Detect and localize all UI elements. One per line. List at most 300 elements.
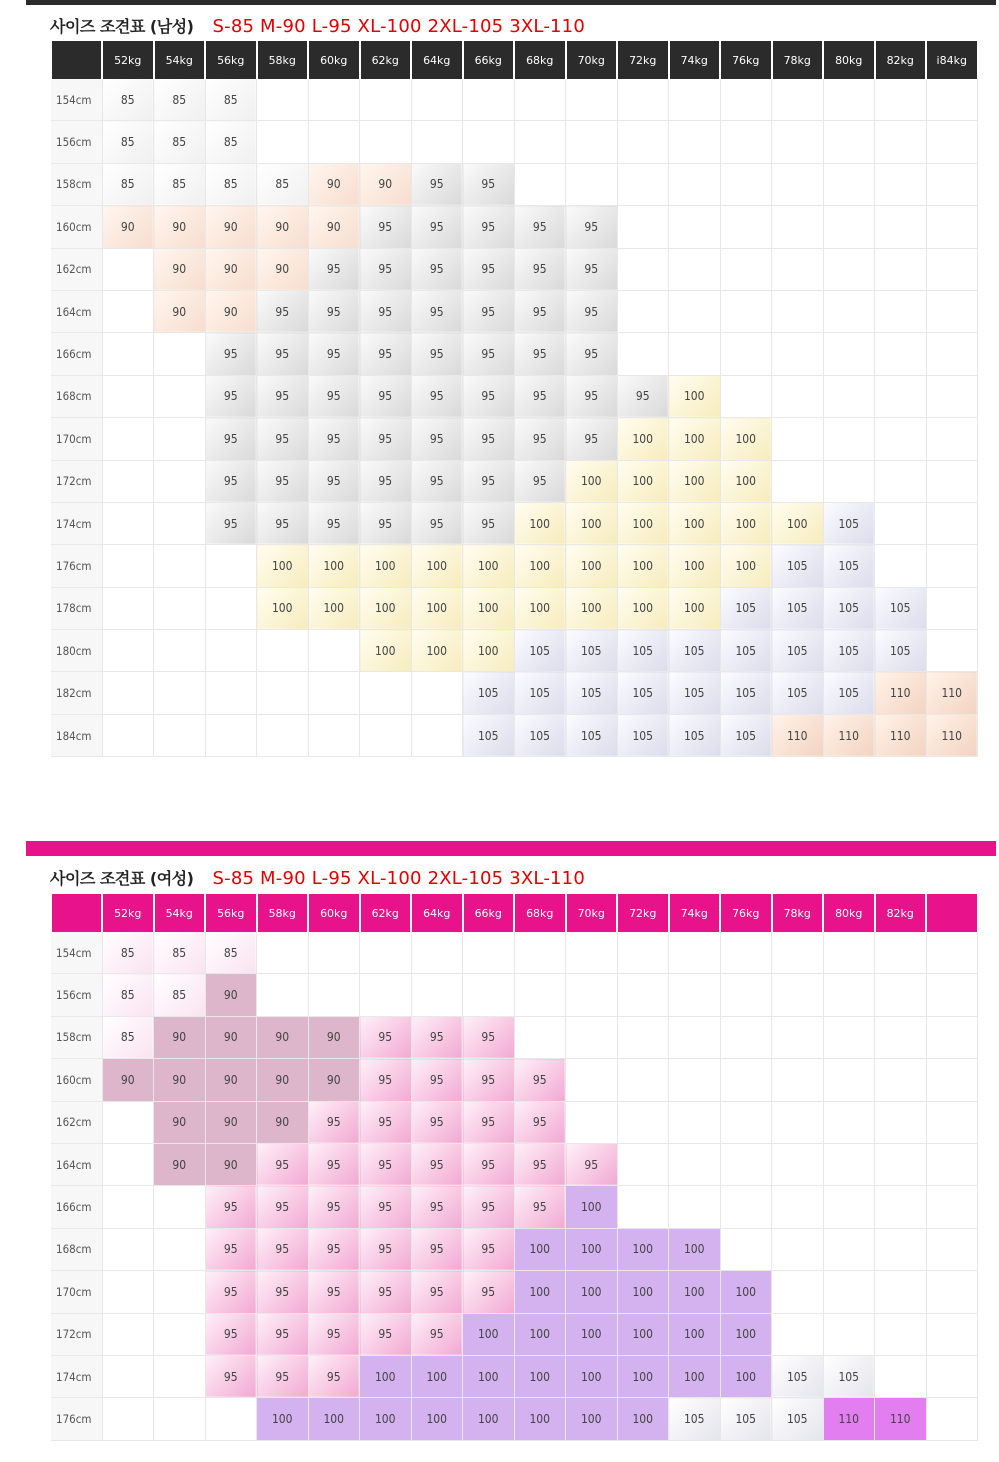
men-size-cell	[669, 248, 721, 290]
men-size-cell: 90	[308, 206, 360, 248]
women-height-label: 160cm	[51, 1059, 102, 1101]
men-table-row	[51, 375, 978, 417]
men-size-cell: 95	[308, 502, 360, 544]
men-size-cell	[669, 206, 721, 248]
women-weight-header: 72kg	[617, 894, 669, 932]
men-size-cell	[823, 79, 875, 121]
men-weight-header: 60kg	[308, 41, 360, 79]
men-weight-header: 66kg	[463, 41, 515, 79]
men-size-cell	[823, 163, 875, 205]
men-size-cell	[102, 545, 154, 587]
men-size-cell	[514, 79, 566, 121]
men-size-cell	[772, 248, 824, 290]
women-table-row	[51, 1143, 978, 1185]
men-size-cell: 85	[257, 163, 309, 205]
women-size-cell	[875, 1101, 927, 1143]
women-size-cell: 95	[463, 1271, 515, 1313]
women-size-cell	[926, 1271, 978, 1313]
women-size-cell	[875, 1228, 927, 1270]
men-size-cell: 100	[360, 630, 412, 672]
men-size-cell: 105	[463, 714, 515, 756]
men-size-cell: 95	[463, 163, 515, 205]
men-size-cell: 100	[669, 587, 721, 629]
women-size-cell	[669, 1016, 721, 1058]
women-weight-header: 58kg	[257, 894, 309, 932]
women-size-cell	[926, 1355, 978, 1397]
women-size-cell	[514, 1016, 566, 1058]
women-size-cell	[463, 932, 515, 974]
men-size-cell: 105	[772, 630, 824, 672]
men-height-label: 164cm	[51, 290, 102, 332]
men-size-cell	[823, 460, 875, 502]
men-size-cell: 95	[411, 206, 463, 248]
men-size-cell	[926, 587, 978, 629]
women-size-cell: 95	[308, 1186, 360, 1228]
women-size-cell: 95	[308, 1313, 360, 1355]
men-size-cell	[617, 248, 669, 290]
men-size-cell: 110	[823, 714, 875, 756]
women-table-row	[51, 932, 978, 974]
women-height-label: 154cm	[51, 932, 102, 974]
women-size-cell: 100	[617, 1355, 669, 1397]
men-size-cell: 105	[823, 545, 875, 587]
men-size-cell	[566, 163, 618, 205]
men-size-cell	[102, 290, 154, 332]
men-size-cell: 105	[617, 714, 669, 756]
men-size-cell: 105	[772, 545, 824, 587]
women-size-cell: 95	[308, 1101, 360, 1143]
men-size-cell	[875, 206, 927, 248]
men-size-cell	[875, 248, 927, 290]
men-size-cell: 90	[154, 248, 206, 290]
men-size-cell: 95	[514, 290, 566, 332]
women-height-label: 174cm	[51, 1355, 102, 1397]
men-size-cell	[257, 672, 309, 714]
women-size-cell	[205, 1398, 257, 1440]
women-size-cell: 95	[411, 1228, 463, 1270]
women-weight-header: 56kg	[205, 894, 257, 932]
men-size-cell: 90	[205, 248, 257, 290]
women-size-cell	[720, 974, 772, 1016]
men-weight-header: 70kg	[566, 41, 618, 79]
men-size-cell: 105	[514, 672, 566, 714]
men-size-cell: 100	[566, 545, 618, 587]
men-height-label: 178cm	[51, 587, 102, 629]
men-size-cell	[926, 630, 978, 672]
men-size-cell	[154, 545, 206, 587]
men-size-cell: 90	[205, 206, 257, 248]
men-size-cell	[823, 375, 875, 417]
women-size-cell: 95	[360, 1059, 412, 1101]
men-size-cell: 85	[154, 79, 206, 121]
women-size-cell: 100	[463, 1313, 515, 1355]
men-size-cell	[566, 79, 618, 121]
women-size-cell	[926, 1313, 978, 1355]
men-weight-header: 52kg	[102, 41, 154, 79]
men-size-cell	[823, 290, 875, 332]
women-weight-header: 62kg	[360, 894, 412, 932]
men-size-cell: 105	[514, 630, 566, 672]
men-size-cell: 95	[566, 206, 618, 248]
women-size-cell: 100	[669, 1313, 721, 1355]
women-size-cell	[411, 974, 463, 1016]
men-size-cell: 95	[566, 290, 618, 332]
men-size-cell: 85	[205, 121, 257, 163]
men-size-cell: 95	[308, 333, 360, 375]
men-size-cell: 100	[411, 545, 463, 587]
women-size-cell: 95	[257, 1271, 309, 1313]
men-size-cell	[360, 714, 412, 756]
women-size-cell: 100	[514, 1313, 566, 1355]
men-size-cell	[669, 290, 721, 332]
women-size-cell	[617, 1101, 669, 1143]
men-size-cell	[102, 630, 154, 672]
men-size-cell: 95	[463, 460, 515, 502]
women-weight-header: 76kg	[720, 894, 772, 932]
men-size-cell	[463, 121, 515, 163]
women-size-cell: 95	[514, 1101, 566, 1143]
women-chart-title: 사이즈 조견표 (여성)	[50, 869, 194, 888]
men-size-cell: 95	[411, 460, 463, 502]
men-size-cell: 100	[617, 587, 669, 629]
men-size-cell	[617, 333, 669, 375]
men-size-cell: 95	[411, 163, 463, 205]
men-size-cell	[102, 418, 154, 460]
men-size-cell: 95	[411, 418, 463, 460]
men-size-cell: 95	[514, 333, 566, 375]
women-size-cell	[617, 1143, 669, 1185]
men-weight-header: 80kg	[823, 41, 875, 79]
men-size-cell: 95	[514, 248, 566, 290]
men-size-cell: 90	[154, 290, 206, 332]
women-size-cell: 85	[154, 974, 206, 1016]
women-size-cell	[102, 1228, 154, 1270]
men-size-cell	[669, 79, 721, 121]
men-size-cell: 95	[566, 375, 618, 417]
men-weight-header: 68kg	[514, 41, 566, 79]
women-top-bar	[26, 841, 996, 856]
women-size-cell: 100	[669, 1355, 721, 1397]
men-size-cell: 90	[308, 163, 360, 205]
women-size-cell: 90	[205, 1143, 257, 1185]
women-size-cell: 95	[360, 1186, 412, 1228]
men-size-cell	[926, 163, 978, 205]
men-size-cell	[823, 333, 875, 375]
women-size-cell	[102, 1355, 154, 1397]
men-size-cell: 95	[257, 418, 309, 460]
women-table-row	[51, 1016, 978, 1058]
men-size-cell: 95	[463, 206, 515, 248]
women-size-cell	[772, 1228, 824, 1270]
women-size-cell	[257, 974, 309, 1016]
men-size-cell: 100	[463, 545, 515, 587]
women-size-cell: 95	[360, 1228, 412, 1270]
men-size-cell	[926, 248, 978, 290]
women-size-cell	[308, 932, 360, 974]
men-size-cell	[154, 460, 206, 502]
women-size-cell: 100	[566, 1398, 618, 1440]
women-size-cell	[875, 1271, 927, 1313]
men-size-cell	[257, 79, 309, 121]
women-size-cell	[514, 932, 566, 974]
men-size-cell: 95	[514, 460, 566, 502]
women-size-cell	[617, 1016, 669, 1058]
men-size-cell	[360, 79, 412, 121]
women-weight-header: 66kg	[463, 894, 515, 932]
women-title-block	[50, 866, 585, 890]
men-size-cell: 95	[411, 375, 463, 417]
men-size-cell: 105	[772, 587, 824, 629]
men-size-cell	[823, 248, 875, 290]
women-size-cell	[926, 1059, 978, 1101]
men-size-cell	[875, 163, 927, 205]
women-table-row	[51, 974, 978, 1016]
women-size-cell	[669, 1059, 721, 1101]
men-size-cell: 100	[257, 587, 309, 629]
men-size-cell	[772, 79, 824, 121]
men-size-cell	[823, 121, 875, 163]
men-size-cell	[617, 79, 669, 121]
men-size-cell: 100	[669, 502, 721, 544]
men-size-cell	[926, 460, 978, 502]
women-header-row	[51, 894, 978, 932]
men-size-cell	[257, 121, 309, 163]
men-height-label: 170cm	[51, 418, 102, 460]
women-size-cell: 100	[669, 1271, 721, 1313]
men-size-cell: 85	[154, 121, 206, 163]
men-size-cell: 105	[875, 587, 927, 629]
women-size-cell	[566, 1059, 618, 1101]
women-size-cell: 95	[257, 1313, 309, 1355]
women-weight-header: 64kg	[411, 894, 463, 932]
women-weight-header: 74kg	[669, 894, 721, 932]
men-size-cell: 110	[772, 714, 824, 756]
men-size-cell	[875, 545, 927, 587]
women-size-cell: 85	[102, 974, 154, 1016]
men-table-row	[51, 248, 978, 290]
women-size-cell	[102, 1186, 154, 1228]
women-height-label: 172cm	[51, 1313, 102, 1355]
men-size-cell: 105	[463, 672, 515, 714]
men-size-cell	[926, 545, 978, 587]
men-size-cell	[772, 121, 824, 163]
women-size-cell: 100	[514, 1228, 566, 1270]
women-size-cell: 100	[617, 1313, 669, 1355]
women-size-cell: 100	[566, 1186, 618, 1228]
women-size-cell: 95	[360, 1271, 412, 1313]
men-size-cell: 100	[514, 502, 566, 544]
men-size-cell	[720, 163, 772, 205]
men-size-cell	[205, 630, 257, 672]
men-size-cell: 100	[720, 460, 772, 502]
women-size-cell: 85	[102, 1016, 154, 1058]
men-weight-header: 56kg	[205, 41, 257, 79]
women-size-cell: 95	[411, 1101, 463, 1143]
women-size-cell: 100	[463, 1355, 515, 1397]
women-table-row	[51, 1228, 978, 1270]
men-size-cell: 100	[669, 460, 721, 502]
men-size-cell	[669, 333, 721, 375]
women-size-cell: 95	[205, 1271, 257, 1313]
women-size-cell	[102, 1398, 154, 1440]
women-size-cell: 95	[411, 1186, 463, 1228]
men-size-cell: 100	[308, 545, 360, 587]
men-size-cell: 95	[411, 248, 463, 290]
women-size-cell	[154, 1186, 206, 1228]
women-size-cell: 95	[411, 1313, 463, 1355]
men-size-cell: 105	[617, 672, 669, 714]
women-size-cell: 95	[308, 1228, 360, 1270]
women-size-cell: 100	[617, 1228, 669, 1270]
men-size-cell	[154, 375, 206, 417]
men-size-cell	[720, 206, 772, 248]
men-size-cell: 105	[669, 672, 721, 714]
men-weight-header: 64kg	[411, 41, 463, 79]
women-size-cell: 100	[566, 1271, 618, 1313]
women-size-cell: 105	[669, 1398, 721, 1440]
men-size-cell: 95	[257, 502, 309, 544]
women-size-cell	[154, 1313, 206, 1355]
women-size-cell	[772, 974, 824, 1016]
women-weight-header: 82kg	[875, 894, 927, 932]
men-size-cell	[360, 672, 412, 714]
women-weight-header: 60kg	[308, 894, 360, 932]
men-size-cell: 90	[257, 206, 309, 248]
women-size-cell	[823, 1016, 875, 1058]
men-size-cell: 105	[823, 630, 875, 672]
women-weight-header: 52kg	[102, 894, 154, 932]
men-size-cell	[514, 121, 566, 163]
women-size-cell	[772, 932, 824, 974]
women-size-cell: 95	[360, 1101, 412, 1143]
women-size-cell	[154, 1355, 206, 1397]
men-size-cell	[205, 545, 257, 587]
women-size-cell	[720, 1186, 772, 1228]
men-height-label: 176cm	[51, 545, 102, 587]
women-corner-header	[51, 894, 102, 932]
women-size-cell	[926, 1101, 978, 1143]
women-size-cell: 95	[463, 1101, 515, 1143]
men-size-cell: 105	[823, 587, 875, 629]
women-size-cell	[669, 932, 721, 974]
men-size-cell: 110	[926, 714, 978, 756]
men-weight-header: 72kg	[617, 41, 669, 79]
men-size-cell: 105	[875, 630, 927, 672]
men-weight-header: 58kg	[257, 41, 309, 79]
men-size-cell: 95	[617, 375, 669, 417]
women-table-row	[51, 1186, 978, 1228]
women-size-cell	[154, 1228, 206, 1270]
women-size-cell	[566, 1016, 618, 1058]
men-table-row	[51, 79, 978, 121]
men-size-cell: 100	[772, 502, 824, 544]
women-size-cell	[514, 974, 566, 1016]
men-size-cell	[566, 121, 618, 163]
men-header-row	[51, 41, 978, 79]
men-size-cell	[669, 163, 721, 205]
men-height-label: 172cm	[51, 460, 102, 502]
men-height-label: 158cm	[51, 163, 102, 205]
women-size-cell	[926, 1143, 978, 1185]
women-size-cell	[154, 1398, 206, 1440]
men-size-cell	[720, 79, 772, 121]
men-size-cell	[875, 460, 927, 502]
men-size-cell: 100	[669, 545, 721, 587]
men-size-cell	[772, 418, 824, 460]
women-size-cell	[875, 1059, 927, 1101]
women-size-cell	[823, 1228, 875, 1270]
women-size-cell	[926, 1228, 978, 1270]
men-size-cell: 110	[875, 672, 927, 714]
men-size-cell: 90	[102, 206, 154, 248]
women-size-cell: 85	[154, 932, 206, 974]
women-size-cell	[102, 1271, 154, 1313]
men-size-cell: 90	[257, 248, 309, 290]
men-size-cell: 100	[720, 418, 772, 460]
men-size-cell	[875, 333, 927, 375]
men-size-cell	[720, 121, 772, 163]
women-size-cell: 90	[257, 1101, 309, 1143]
men-size-cell: 95	[411, 290, 463, 332]
men-size-cell: 100	[308, 587, 360, 629]
men-size-cell	[154, 672, 206, 714]
women-size-cell: 90	[308, 1059, 360, 1101]
women-size-cell: 95	[308, 1143, 360, 1185]
women-size-cell	[720, 1228, 772, 1270]
women-size-cell	[669, 974, 721, 1016]
women-size-cell: 95	[257, 1228, 309, 1270]
men-size-cell	[102, 460, 154, 502]
women-size-cell: 105	[772, 1355, 824, 1397]
men-size-cell	[154, 630, 206, 672]
women-size-cell	[875, 1143, 927, 1185]
men-height-label: 184cm	[51, 714, 102, 756]
men-size-cell: 95	[463, 418, 515, 460]
women-size-cell	[566, 932, 618, 974]
men-size-cell: 100	[617, 545, 669, 587]
women-height-label: 170cm	[51, 1271, 102, 1313]
women-table-row	[51, 1101, 978, 1143]
women-size-cell	[360, 932, 412, 974]
men-size-cell	[102, 714, 154, 756]
women-size-cell: 95	[514, 1186, 566, 1228]
men-size-cell	[257, 714, 309, 756]
men-size-cell: 95	[463, 248, 515, 290]
men-size-cell	[411, 121, 463, 163]
men-table-row	[51, 333, 978, 375]
women-size-cell: 100	[617, 1398, 669, 1440]
men-size-cell: 105	[772, 672, 824, 714]
women-size-cell	[926, 1186, 978, 1228]
women-size-cell: 95	[205, 1228, 257, 1270]
men-table-row	[51, 714, 978, 756]
men-size-cell: 95	[308, 418, 360, 460]
men-size-cell: 85	[102, 79, 154, 121]
women-size-cell: 100	[308, 1398, 360, 1440]
women-size-cell	[772, 1143, 824, 1185]
women-size-cell: 95	[463, 1186, 515, 1228]
women-size-cell	[308, 974, 360, 1016]
men-size-cell: 105	[720, 630, 772, 672]
women-size-cell: 100	[360, 1398, 412, 1440]
men-weight-header: i84kg	[926, 41, 978, 79]
men-size-cell: 100	[463, 630, 515, 672]
men-size-cell: 100	[463, 587, 515, 629]
men-height-label: 174cm	[51, 502, 102, 544]
women-size-cell: 110	[823, 1398, 875, 1440]
women-size-cell: 90	[205, 1059, 257, 1101]
women-weight-header	[926, 894, 978, 932]
